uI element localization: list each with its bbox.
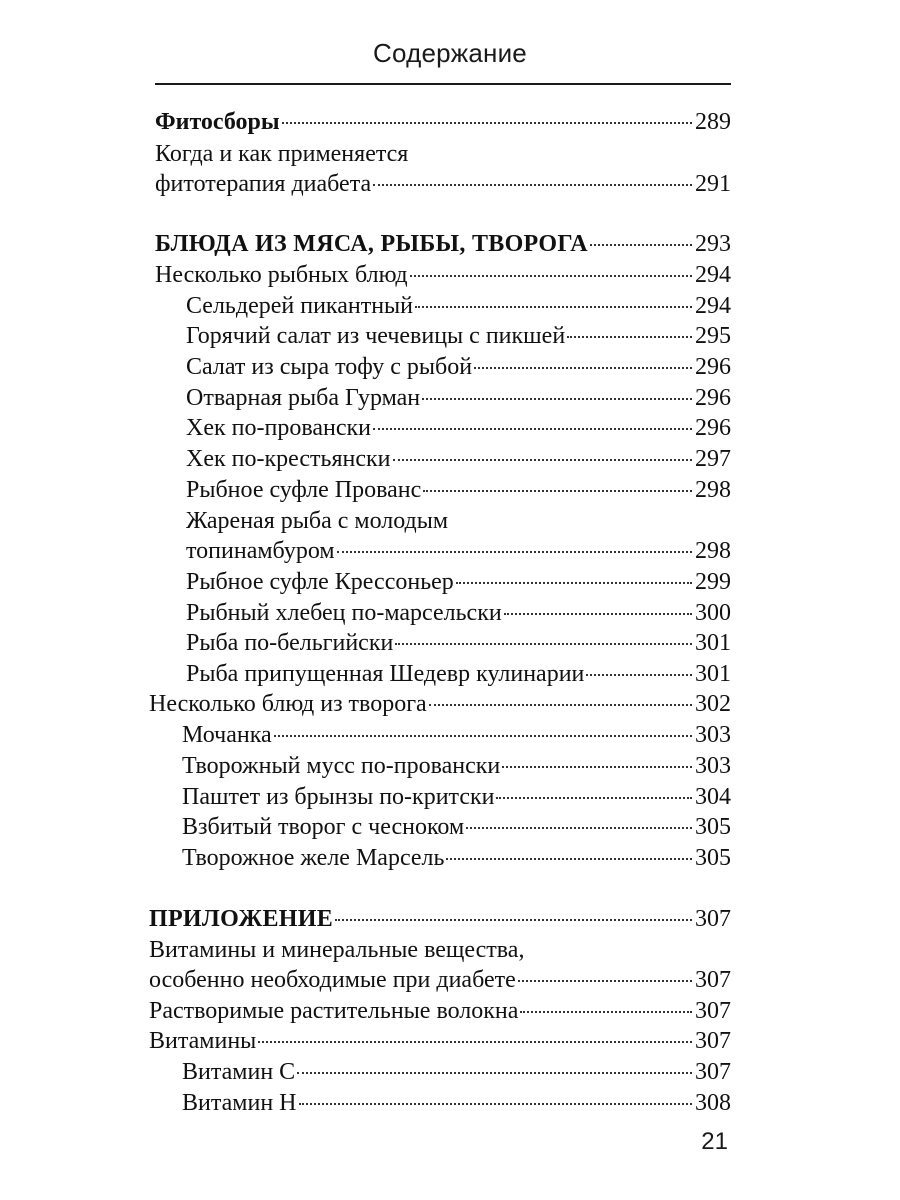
- toc-entry-title: Рыба припущенная Шедевр кулинарии: [186, 661, 585, 687]
- toc-entry-page: 304: [695, 784, 731, 810]
- toc-entry-page: 296: [695, 354, 731, 380]
- toc-section-heading[interactable]: [149, 904, 731, 934]
- toc-entry[interactable]: [155, 107, 731, 137]
- toc-entry-page: 299: [695, 569, 731, 595]
- toc-entry-title: Несколько блюд из творога: [149, 691, 427, 717]
- dot-leader: [410, 275, 692, 277]
- toc-subentry[interactable]: [182, 751, 731, 781]
- dot-leader: [415, 306, 692, 308]
- toc-entry-page: 291: [695, 171, 731, 197]
- toc-entry[interactable]: [149, 935, 731, 965]
- toc-entry-title: Отварная рыба Гурман: [186, 385, 421, 411]
- toc-entry[interactable]: [155, 260, 731, 290]
- toc-entry[interactable]: [155, 169, 731, 199]
- toc-entry-title: Жареная рыба с молодым: [186, 508, 449, 534]
- toc-subentry[interactable]: [186, 628, 731, 658]
- dot-leader: [422, 398, 692, 400]
- dot-leader: [429, 704, 692, 706]
- dot-leader: [474, 367, 692, 369]
- running-head-title: Содержание: [373, 38, 527, 68]
- toc-subentry[interactable]: [182, 812, 731, 842]
- toc-entry-title: ПРИЛОЖЕНИЕ: [149, 906, 334, 932]
- toc-entry-title: Витамины: [149, 1028, 257, 1054]
- toc-entry-page: 298: [695, 477, 731, 503]
- toc-subentry[interactable]: [186, 413, 731, 443]
- toc-entry-page: 297: [695, 446, 731, 472]
- toc-entry-page: 301: [695, 661, 731, 687]
- toc-entry-page: 300: [695, 600, 731, 626]
- dot-leader: [456, 582, 692, 584]
- toc-entry-title: особенно необходимые при диабете: [149, 967, 516, 993]
- toc-entry-page: 294: [695, 293, 731, 319]
- dot-leader: [496, 797, 692, 799]
- dot-leader: [586, 674, 692, 676]
- toc-subentry[interactable]: [186, 291, 731, 321]
- toc-entry[interactable]: [149, 965, 731, 995]
- toc-subentry[interactable]: [182, 720, 731, 750]
- toc-entry-page: 296: [695, 385, 731, 411]
- toc-entry-title: Творожный мусс по-провански: [182, 753, 501, 779]
- toc-section-heading[interactable]: [155, 229, 731, 259]
- page-number: 21: [701, 1128, 728, 1155]
- toc-entry-title: Взбитый творог с чесноком: [182, 814, 465, 840]
- dot-leader: [337, 551, 692, 553]
- dot-leader: [567, 336, 692, 338]
- dot-leader: [446, 858, 692, 860]
- toc-subentry[interactable]: [182, 782, 731, 812]
- toc-subentry[interactable]: [186, 567, 731, 597]
- toc-entry-title: Витамины и минеральные вещества,: [149, 937, 525, 963]
- toc-entry-page: 307: [695, 998, 731, 1024]
- toc-entry-title: Когда и как применяется: [155, 141, 409, 167]
- toc-subentry[interactable]: [182, 843, 731, 873]
- dot-leader: [423, 490, 692, 492]
- toc-entry-title: фитотерапия диабета: [155, 171, 372, 197]
- toc-entry-page: 301: [695, 630, 731, 656]
- toc-entry-page: 296: [695, 415, 731, 441]
- toc-entry-title: Хек по-крестьянски: [186, 446, 391, 472]
- dot-leader: [274, 735, 692, 737]
- toc-entry-page: 305: [695, 814, 731, 840]
- toc-entry-page: 298: [695, 538, 731, 564]
- toc-subentry[interactable]: [182, 1057, 731, 1087]
- toc-entry-title: Мочанка: [182, 722, 272, 748]
- toc-entry-title: Хек по-провански: [186, 415, 371, 441]
- toc-subentry[interactable]: [186, 506, 731, 536]
- dot-leader: [590, 244, 692, 246]
- dot-leader: [502, 766, 692, 768]
- toc-entry-page: 294: [695, 262, 731, 288]
- toc-entry-title: Растворимые растительные волокна: [149, 998, 519, 1024]
- toc-entry-page: 307: [695, 1059, 731, 1085]
- toc-entry-page: 307: [695, 1028, 731, 1054]
- toc-subentry[interactable]: [186, 444, 731, 474]
- toc-entry-page: 295: [695, 323, 731, 349]
- toc-entry-page: 293: [695, 231, 731, 257]
- toc-subentry[interactable]: [186, 383, 731, 413]
- toc-entry-title: Творожное желе Марсель: [182, 845, 445, 871]
- dot-leader: [335, 919, 692, 921]
- toc-entry[interactable]: [149, 1026, 731, 1056]
- toc-entry-title: Витамин С: [182, 1059, 296, 1085]
- toc-subentry[interactable]: [186, 321, 731, 351]
- toc-entry-title: Салат из сыра тофу с рыбой: [186, 354, 473, 380]
- dot-leader: [520, 1011, 692, 1013]
- toc-entry-title: Паштет из брынзы по-критски: [182, 784, 495, 810]
- dot-leader: [299, 1103, 693, 1105]
- dot-leader: [395, 643, 692, 645]
- toc-entry-page: 302: [695, 691, 731, 717]
- toc-entry-page: 303: [695, 753, 731, 779]
- dot-leader: [373, 428, 692, 430]
- dot-leader: [258, 1041, 692, 1043]
- dot-leader: [297, 1072, 692, 1074]
- toc-entry-title: Рыба по-бельгийски: [186, 630, 394, 656]
- dot-leader: [373, 184, 692, 186]
- toc-subentry[interactable]: [182, 1088, 731, 1118]
- toc-entry-title: Витамин Н: [182, 1090, 297, 1116]
- toc-subentry[interactable]: [186, 475, 731, 505]
- toc-entry-page: 305: [695, 845, 731, 871]
- toc-entry-title: Несколько рыбных блюд: [155, 262, 408, 288]
- dot-leader: [393, 459, 692, 461]
- toc-subentry[interactable]: [186, 536, 731, 566]
- toc-entry-title: Фитосборы: [155, 109, 280, 135]
- toc-entry[interactable]: [149, 996, 731, 1026]
- dot-leader: [518, 980, 692, 982]
- toc-entry-title: топинамбуром: [186, 538, 335, 564]
- dot-leader: [504, 613, 692, 615]
- toc-subentry[interactable]: [186, 659, 731, 689]
- toc-entry-page: 307: [695, 906, 731, 932]
- toc-entry-title: Рыбный хлебец по-марсельски: [186, 600, 502, 626]
- toc-entry-title: Рыбное суфле Крессоньер: [186, 569, 454, 595]
- header-rule: [155, 83, 731, 85]
- toc-entry-page: 308: [695, 1090, 731, 1116]
- toc-entry-page: 289: [695, 109, 731, 135]
- toc-entry-title: Горячий салат из чечевицы с пикшей: [186, 323, 566, 349]
- toc-entry-title: Рыбное суфле Прованс: [186, 477, 422, 503]
- dot-leader: [282, 122, 692, 124]
- toc-entry-page: 307: [695, 967, 731, 993]
- dot-leader: [466, 827, 692, 829]
- toc-entry-page: 303: [695, 722, 731, 748]
- toc-subentry[interactable]: [186, 598, 731, 628]
- toc-entry[interactable]: [155, 139, 731, 169]
- toc-entry-title: Сельдерей пикантный: [186, 293, 414, 319]
- toc-entry[interactable]: [149, 689, 731, 719]
- toc-subentry[interactable]: [186, 352, 731, 382]
- toc-entry-title: БЛЮДА ИЗ МЯСА, РЫБЫ, ТВОРОГА: [155, 231, 588, 257]
